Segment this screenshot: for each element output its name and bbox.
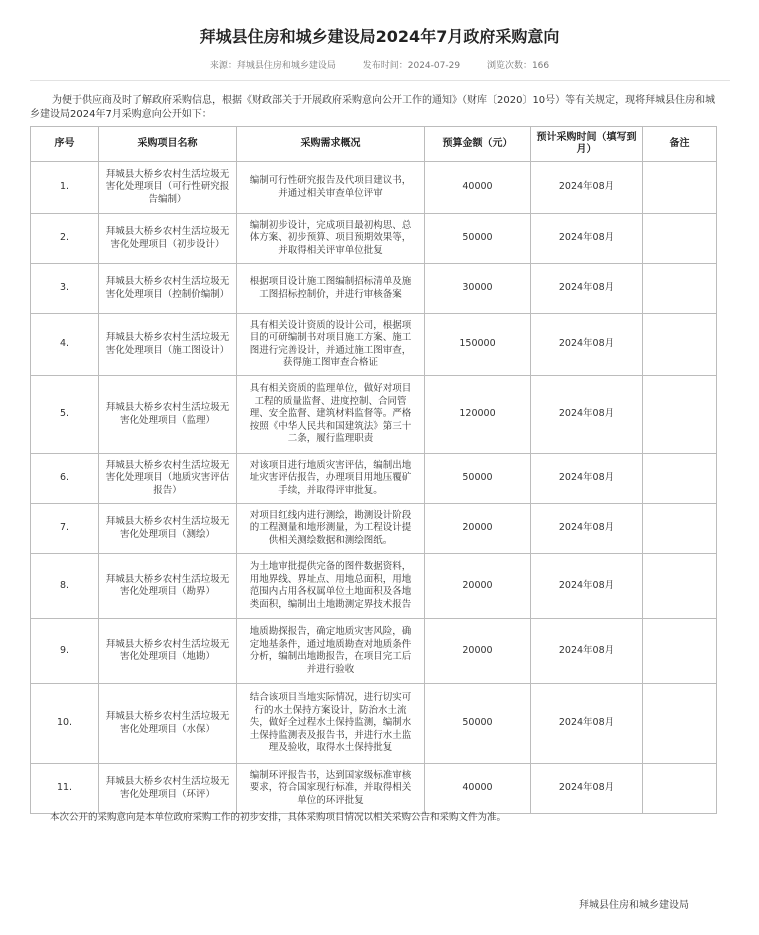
row-index: 3. — [31, 264, 99, 314]
row-note — [643, 764, 717, 814]
article-meta — [0, 58, 759, 71]
row-index: 7. — [31, 504, 99, 554]
row-time: 2024年08月 — [531, 684, 643, 764]
page-title: 拜城县住房和城乡建设局2024年7月政府采购意向 — [199, 27, 560, 46]
row-note — [643, 314, 717, 376]
row-index: 2. — [31, 214, 99, 264]
table-row — [31, 264, 717, 314]
view-count: 浏览次数：166 — [486, 61, 550, 71]
row-index: 8. — [31, 554, 99, 619]
row-budget: 20000 — [425, 504, 531, 554]
row-note — [643, 264, 717, 314]
intro-paragraph: 为便于供应商及时了解政府采购信息，根据《财政部关于开展政府采购意向公开工作的通知》（财库〔2020〕10号）等有关规定，现将拜城县住房和城乡建设局2024年7月采购意向公开如下： — [30, 95, 716, 120]
row-budget: 120000 — [425, 376, 531, 454]
footer-note: 本次公开的采购意向是本单位政府采购工作的初步安排，具体采购项目情况以相关采购公告和采购文件为准。 — [50, 812, 507, 823]
row-budget: 50000 — [425, 454, 531, 504]
table-row — [31, 214, 717, 264]
header-note: 备注 — [643, 127, 717, 162]
source-label: 来源：拜城县住房和城乡建设局 — [209, 61, 336, 71]
table-row — [31, 376, 717, 454]
row-note — [643, 162, 717, 214]
row-time: 2024年08月 — [531, 454, 643, 504]
row-index: 11. — [31, 764, 99, 814]
row-project-name: 拜城县大桥乡农村生活垃圾无害化处理项目（测绘） — [99, 504, 237, 554]
row-budget: 20000 — [425, 554, 531, 619]
row-description: 地质勘探报告，确定地质灾害风险，确定地基条件，通过地质勘查对地质条件分析，编制出地勘报告，在项目完工后并进行验收 — [237, 619, 425, 684]
table-row — [31, 504, 717, 554]
table-header-row — [31, 127, 717, 162]
row-description: 编制可行性研究报告及代项目建议书，并通过相关审查单位评审 — [237, 162, 425, 214]
row-index: 1. — [31, 162, 99, 214]
row-time: 2024年08月 — [531, 619, 643, 684]
table-row — [31, 554, 717, 619]
header-budget: 预算金额（元） — [425, 127, 531, 162]
table-row — [31, 162, 717, 214]
row-description: 根据项目设计施工图编制招标清单及施工图招标控制价，并进行审核备案 — [237, 264, 425, 314]
row-project-name: 拜城县大桥乡农村生活垃圾无害化处理项目（地勘） — [99, 619, 237, 684]
row-note — [643, 376, 717, 454]
header-time: 预计采购时间（填写到月） — [531, 127, 643, 162]
row-note — [643, 684, 717, 764]
row-description: 结合该项目当地实际情况，进行切实可行的水土保持方案设计，防治水土流失，做好全过程水土保持监测，编制水土保持监测表及报告书，并进行水土监理及验收，取得水土保持批复 — [237, 684, 425, 764]
header-project-name: 采购项目名称 — [99, 127, 237, 162]
row-budget: 40000 — [425, 764, 531, 814]
row-budget: 20000 — [425, 619, 531, 684]
row-time: 2024年08月 — [531, 376, 643, 454]
row-project-name: 拜城县大桥乡农村生活垃圾无害化处理项目（环评） — [99, 764, 237, 814]
row-description: 具有相关资质的监理单位，做好对项目工程的质量监督、进度控制、合同管理、安全监督、建筑材料监督等。严格按照《中华人民共和国建筑法》第三十二条，履行监理职责 — [237, 376, 425, 454]
row-budget: 50000 — [425, 214, 531, 264]
row-budget: 30000 — [425, 264, 531, 314]
row-time: 2024年08月 — [531, 504, 643, 554]
row-budget: 150000 — [425, 314, 531, 376]
signature: 拜城县住房和城乡建设局 — [579, 900, 689, 911]
row-index: 10. — [31, 684, 99, 764]
row-description: 编制初步设计，完成项目最初构思、总体方案、初步预算、项目预期效果等，并取得相关评审单位批复 — [237, 214, 425, 264]
row-time: 2024年08月 — [531, 314, 643, 376]
table-row — [31, 684, 717, 764]
row-project-name: 拜城县大桥乡农村生活垃圾无害化处理项目（施工图设计） — [99, 314, 237, 376]
row-note — [643, 504, 717, 554]
row-description: 编制环评报告书，达到国家级标准审核要求，符合国家现行标准，并取得相关单位的环评批复 — [237, 764, 425, 814]
row-time: 2024年08月 — [531, 162, 643, 214]
row-project-name: 拜城县大桥乡农村生活垃圾无害化处理项目（地质灾害评估报告） — [99, 454, 237, 504]
row-time: 2024年08月 — [531, 264, 643, 314]
row-project-name: 拜城县大桥乡农村生活垃圾无害化处理项目（监理） — [99, 376, 237, 454]
row-time: 2024年08月 — [531, 214, 643, 264]
row-project-name: 拜城县大桥乡农村生活垃圾无害化处理项目（可行性研究报告编制） — [99, 162, 237, 214]
row-time: 2024年08月 — [531, 764, 643, 814]
row-project-name: 拜城县大桥乡农村生活垃圾无害化处理项目（勘界） — [99, 554, 237, 619]
row-description: 具有相关设计资质的设计公司，根据项目的可研编制书对项目施工方案、施工图进行完善设计，并通过施工图审查，获得施工图审查合格证 — [237, 314, 425, 376]
row-time: 2024年08月 — [531, 554, 643, 619]
header-description: 采购需求概况 — [237, 127, 425, 162]
row-description: 对项目红线内进行测绘，勘测设计阶段的工程测量和地形测量，为工程设计提供相关测绘数据和测绘图纸。 — [237, 504, 425, 554]
row-project-name: 拜城县大桥乡农村生活垃圾无害化处理项目（初步设计） — [99, 214, 237, 264]
row-note — [643, 554, 717, 619]
row-budget: 40000 — [425, 162, 531, 214]
row-index: 4. — [31, 314, 99, 376]
table-row — [31, 619, 717, 684]
row-note — [643, 619, 717, 684]
row-description: 对该项目进行地质灾害评估，编制出地址灾害评估报告，办理项目用地压覆矿手续，并取得评审批复。 — [237, 454, 425, 504]
row-note — [643, 454, 717, 504]
table-row — [31, 764, 717, 814]
row-index: 6. — [31, 454, 99, 504]
procurement-table — [30, 126, 717, 814]
header-index: 序号 — [31, 127, 99, 162]
row-index: 9. — [31, 619, 99, 684]
row-budget: 50000 — [425, 684, 531, 764]
table-row — [31, 454, 717, 504]
row-project-name: 拜城县大桥乡农村生活垃圾无害化处理项目（控制价编制） — [99, 264, 237, 314]
row-project-name: 拜城县大桥乡农村生活垃圾无害化处理项目（水保） — [99, 684, 237, 764]
publish-date: 发布时间：2024-07-29 — [362, 61, 461, 71]
table-row — [31, 314, 717, 376]
row-description: 为土地审批提供完备的图件数据资料，用地界线、界址点、用地总面积，用地范围内占用各权属单位土地面积及各地类面积，编制出土地勘测定界技术报告 — [237, 554, 425, 619]
row-index: 5. — [31, 376, 99, 454]
divider — [30, 80, 730, 81]
row-note — [643, 214, 717, 264]
